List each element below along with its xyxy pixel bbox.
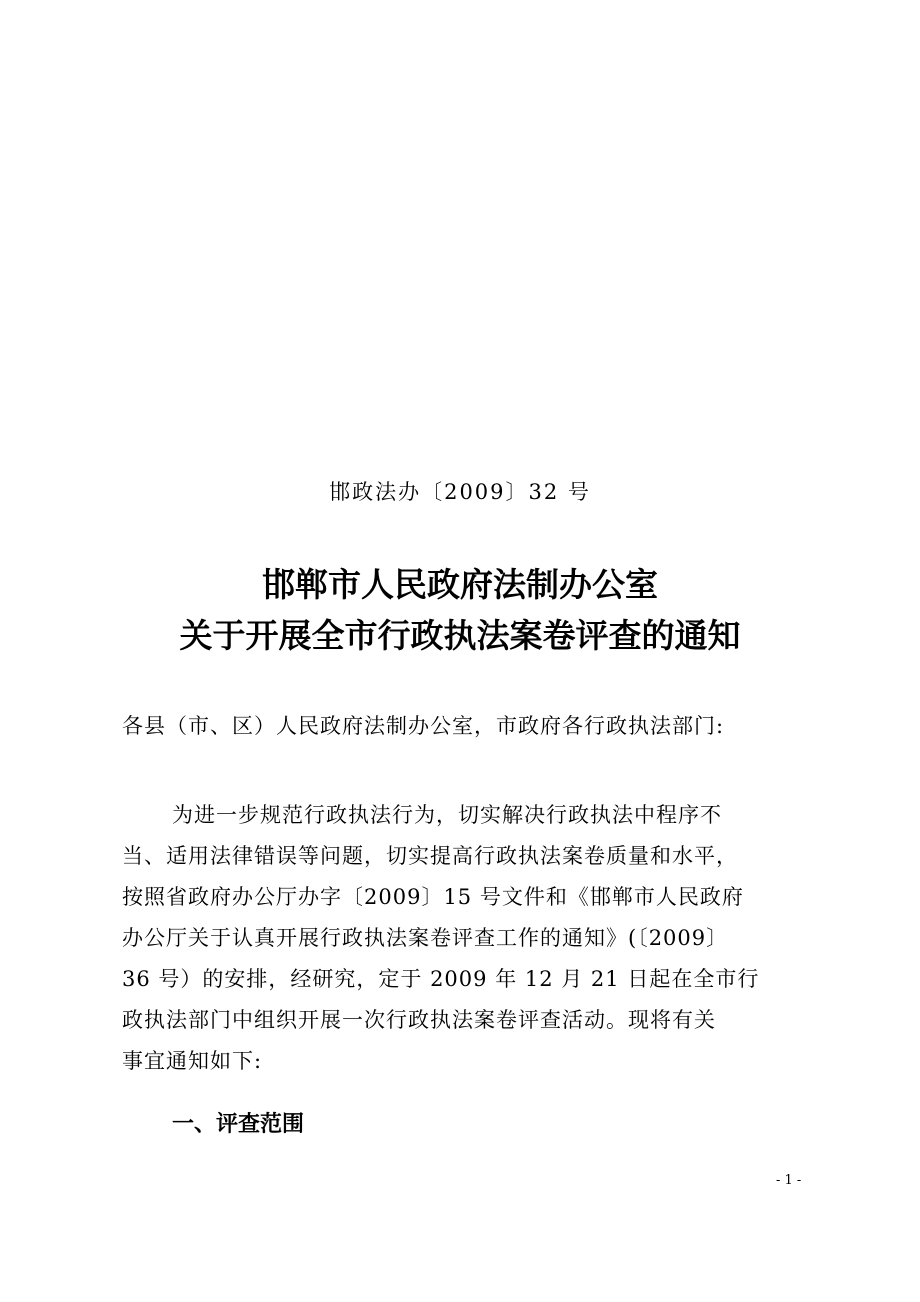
- document-title-line-1: 邯郸市人民政府法制办公室: [262, 565, 658, 604]
- page-number: - 1 -: [776, 1173, 802, 1188]
- body-line: 政执法部门中组织开展一次行政执法案卷评查活动。现将有关: [122, 1008, 716, 1032]
- section-heading: 一、评查范围: [172, 1112, 305, 1137]
- body-line: 为进一步规范行政执法行为，切实解决行政执法中程序不: [172, 803, 722, 827]
- body-line: 36 号）的安排，经研究，定于 2009 年 12 月 21 日起在全市行: [122, 967, 760, 991]
- body-line: 事宜通知如下:: [122, 1049, 263, 1073]
- body-line: 当、适用法律错误等问题，切实提高行政执法案卷质量和水平，: [122, 844, 738, 868]
- body-line: 按照省政府办公厅办字〔2009〕15 号文件和《邯郸市人民政府: [122, 885, 744, 909]
- document-title-line-2: 关于开展全市行政执法案卷评查的通知: [179, 616, 741, 655]
- body-line: 办公厅关于认真开展行政执法案卷评查工作的通知》(〔2009〕: [122, 926, 729, 950]
- addressee-line: 各县（市、区）人民政府法制办公室，市政府各行政执法部门:: [122, 714, 725, 738]
- document-number: 邯政法办〔2009〕32 号: [329, 480, 591, 504]
